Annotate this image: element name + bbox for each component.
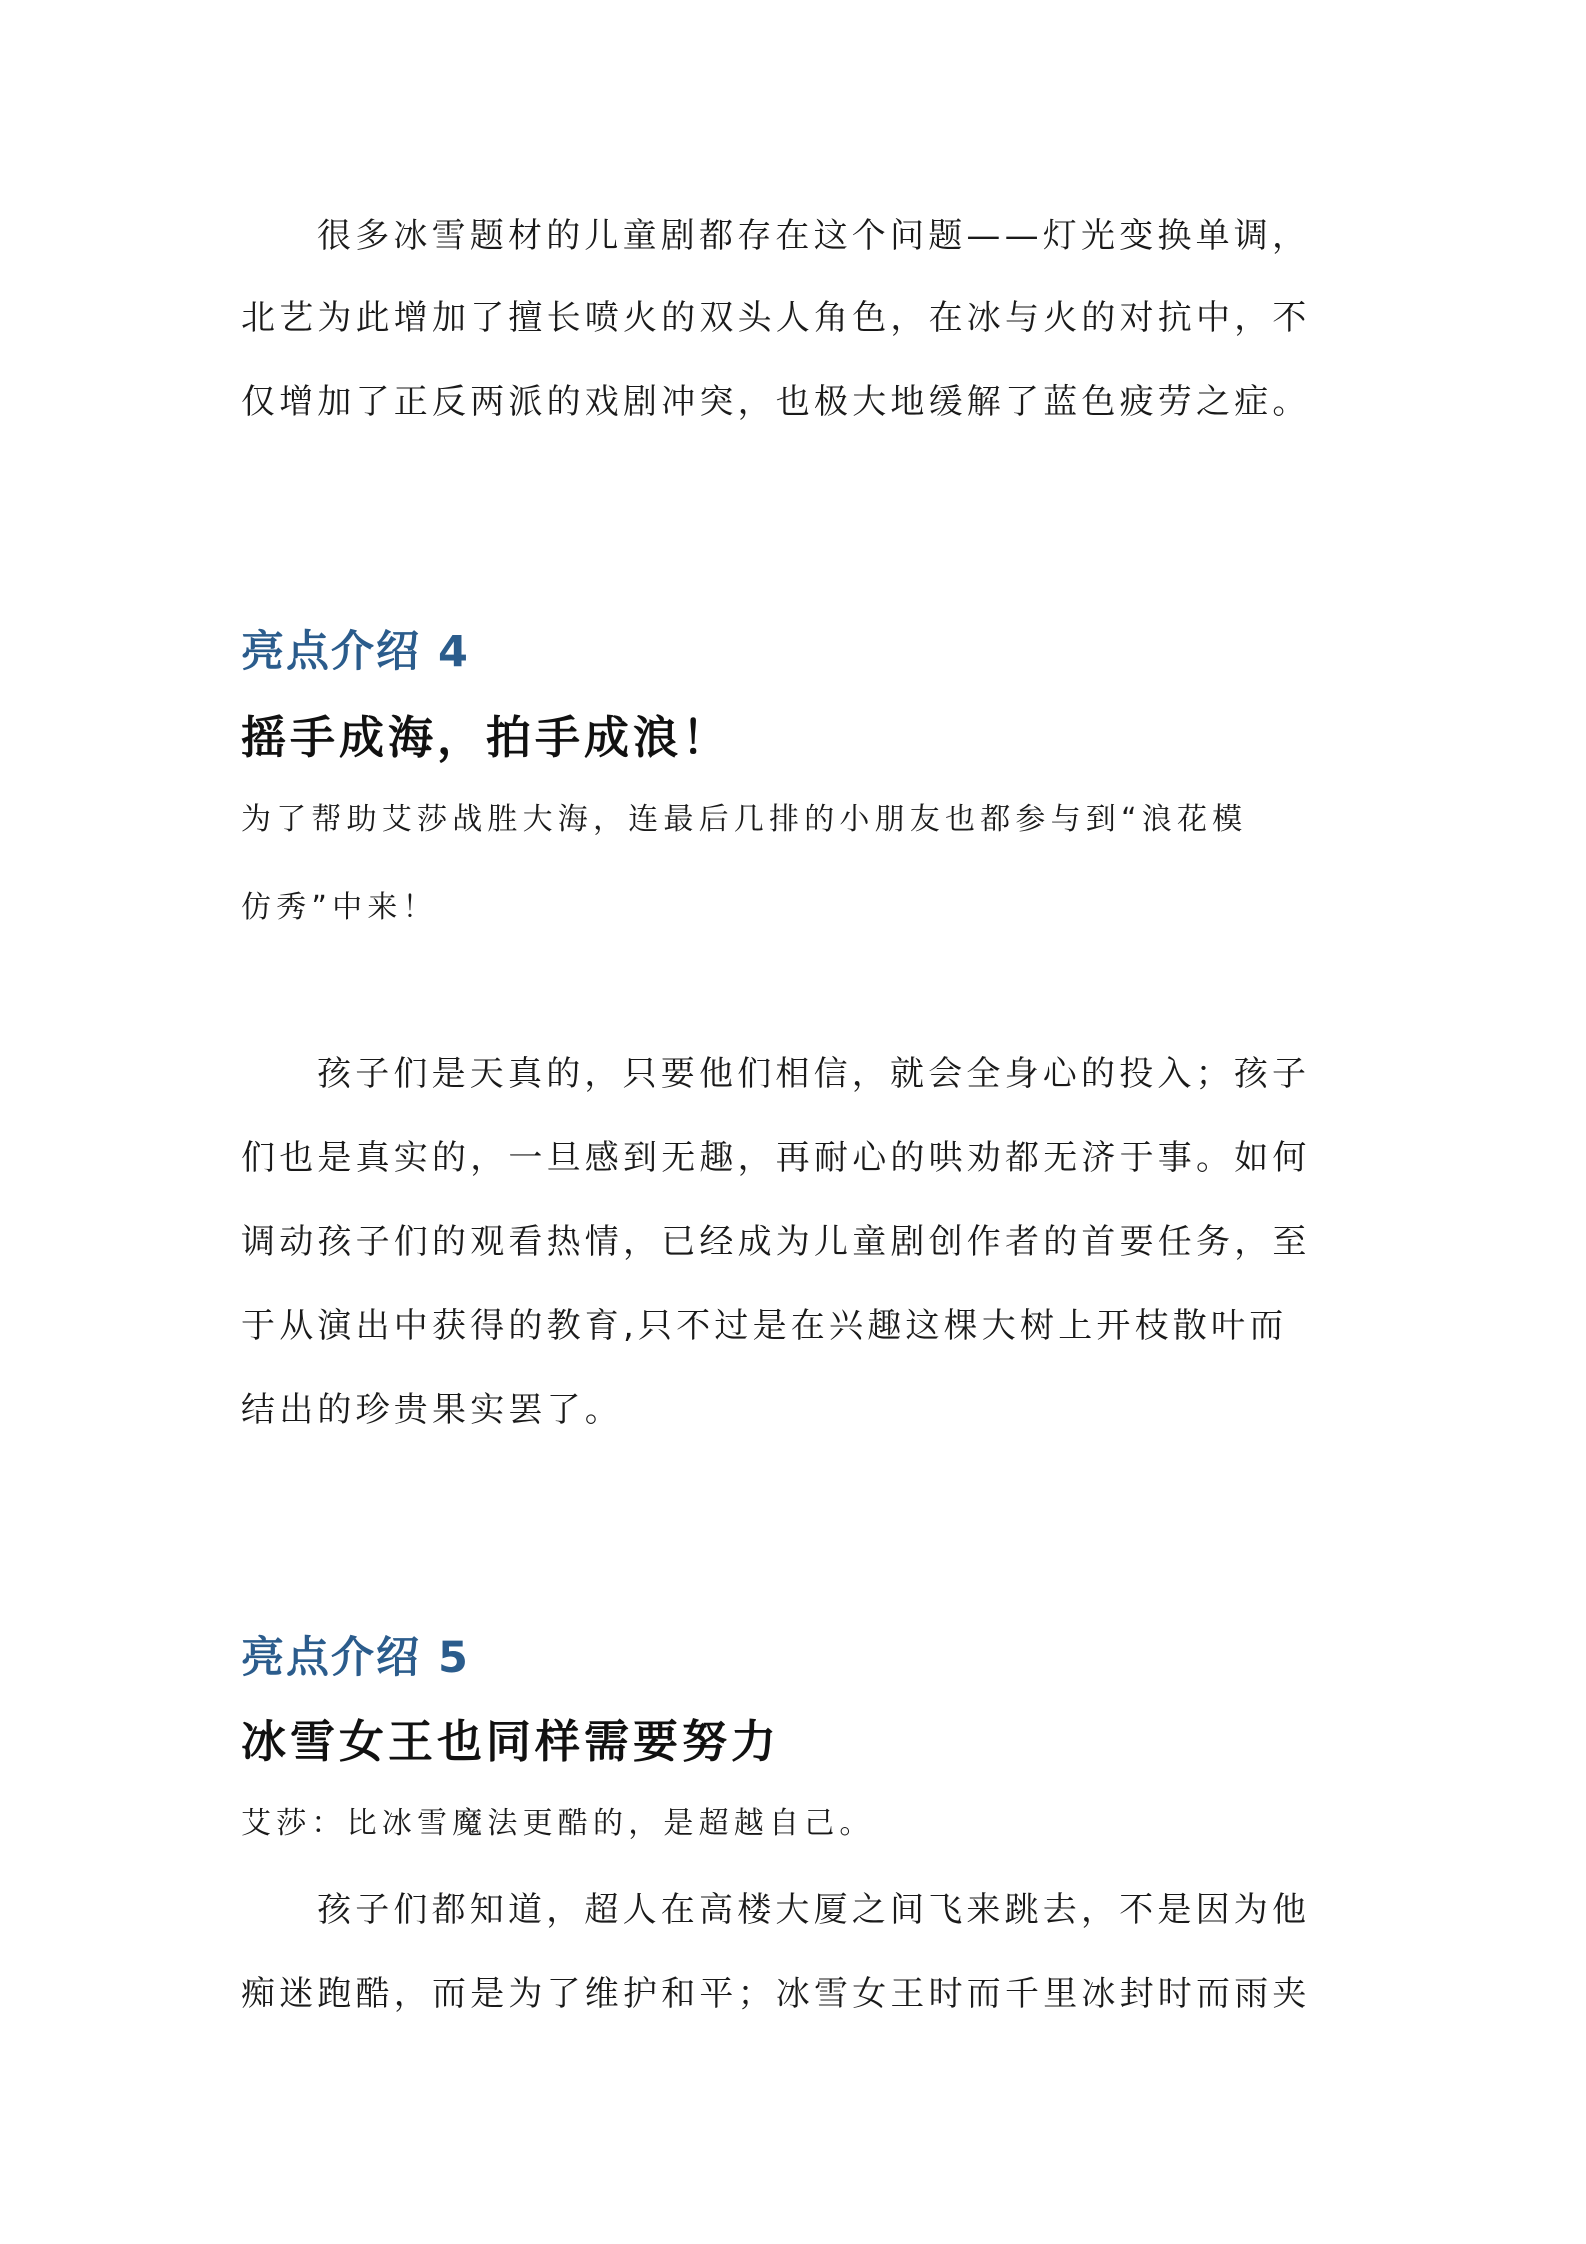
section-label: 亮点介绍 5 [241,1633,470,1683]
paragraph-line: 调动孩子们的观看热情，已经成为儿童剧创作者的首要任务，至 [241,1222,1311,1262]
paragraph-line: 于从演出中获得的教育,只不过是在兴趣这棵大树上开枝散叶而 [241,1306,1288,1346]
paragraph-line: 痴迷跑酷，而是为了维护和平；冰雪女王时而千里冰封时而雨夹 [241,1974,1311,2014]
paragraph-line: 结出的珍贵果实罢了。 [241,1390,623,1430]
paragraph-line: 北艺为此增加了擅长喷火的双头人角色，在冰与火的对抗中，不 [241,298,1311,338]
caption-line: 艾莎：比冰雪魔法更酷的，是超越自己。 [241,1806,875,1841]
caption-line: 仿秀”中来！ [241,890,438,925]
paragraph-line: 孩子们都知道，超人在高楼大厦之间飞来跳去，不是因为他 [317,1890,1311,1930]
caption-line: 为了帮助艾莎战胜大海，连最后几排的小朋友也都参与到“浪花模 [241,802,1248,837]
paragraph-line: 仅增加了正反两派的戏剧冲突，也极大地缓解了蓝色疲劳之症。 [241,382,1311,422]
section-label: 亮点介绍 4 [241,627,470,677]
paragraph-line: 孩子们是天真的，只要他们相信，就会全身心的投入；孩子 [317,1054,1311,1094]
section-title: 冰雪女王也同样需要努力 [241,1715,781,1768]
paragraph-line: 们也是真实的，一旦感到无趣，再耐心的哄劝都无济于事。如何 [241,1138,1311,1178]
section-title: 摇手成海，拍手成浪！ [241,711,732,764]
paragraph-line: 很多冰雪题材的儿童剧都存在这个问题——灯光变换单调， [317,216,1311,256]
